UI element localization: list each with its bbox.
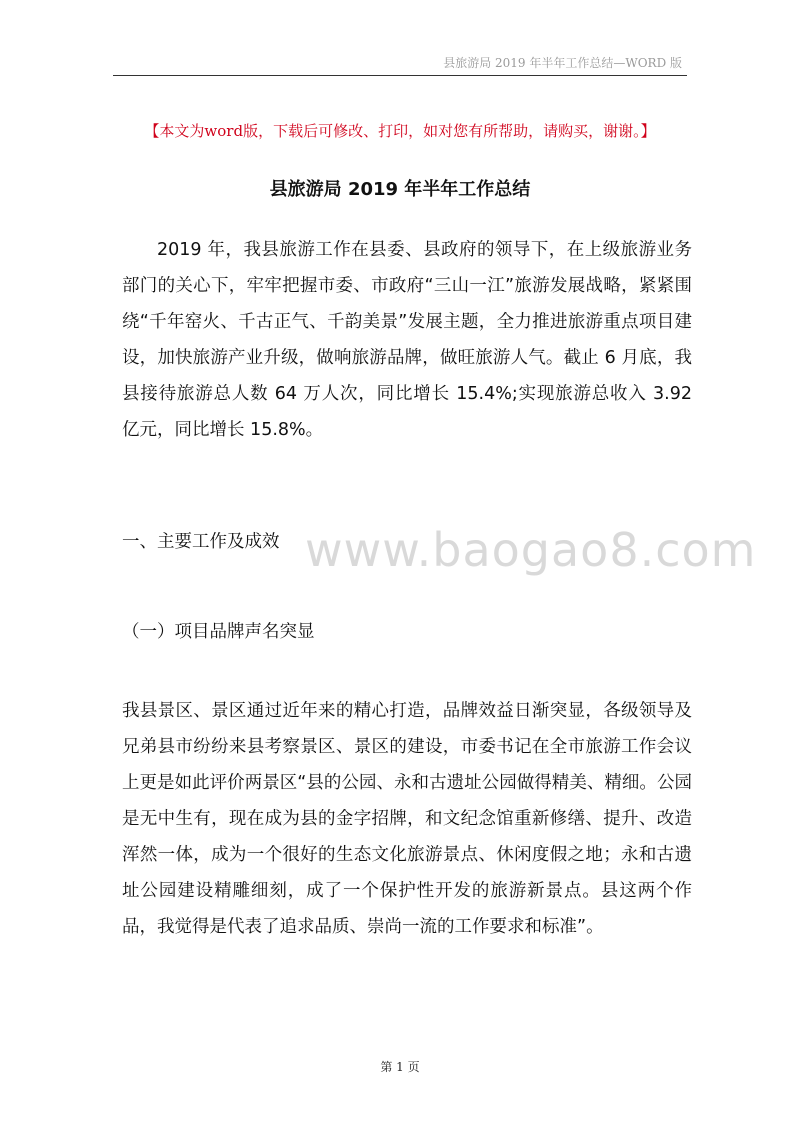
intro-paragraph: 2019 年，我县旅游工作在县委、县政府的领导下，在上级旅游业务部门的关心下，牢牢把握市委、市政府“三山一江”旅游发展战略，紧紧围绕“千年窑火、千古正气、千韵美景”发展主题，全力推进旅游重点项目建设，加快旅游产业升级，做响旅游品牌，做旺旅游人气。截止 6 月底，我县接待旅游总人数 64 万人次，同比增长 15.4%;实现旅游总收入 3.92 亿元，同比增长 15.8%。 [122, 240, 692, 440]
document-title: 县旅游局 2019 年半年工作总结 [269, 179, 531, 200]
purchase-notice: 【本文为word版，下载后可修改、打印，如对您有所帮助，请购买，谢谢。】 [144, 122, 656, 140]
subsection-heading: （一）项目品牌声名突显 [122, 622, 315, 642]
body-paragraph: 我县景区、景区通过近年来的精心打造，品牌效益日渐突显，各级领导及兄弟县市纷纷来县考察景区、景区的建设，市委书记在全市旅游工作会议上更是如此评价两景区“县的公园、永和古遗址公园做得精美、精细。公园是无中生有，现在成为县的金字招牌，和文纪念馆重新修缮、提升、改造浑然一体，成为一个很好的生态文化旅游景点、休闲度假之地；永和古遗址公园建设精雕细刻，成了一个保护性开发的旅游新景点。县这两个作品，我觉得是代表了追求品质、崇尚一流的工作要求和标准”。 [122, 701, 692, 937]
watermark: www.baogao8.com [305, 523, 757, 577]
header-rule [113, 75, 687, 76]
running-header: 县旅游局 2019 年半年工作总结—WORD 版 [443, 56, 682, 70]
page-number: 第 1 页 [380, 1060, 420, 1074]
section-heading: 一、主要工作及成效 [122, 532, 280, 552]
